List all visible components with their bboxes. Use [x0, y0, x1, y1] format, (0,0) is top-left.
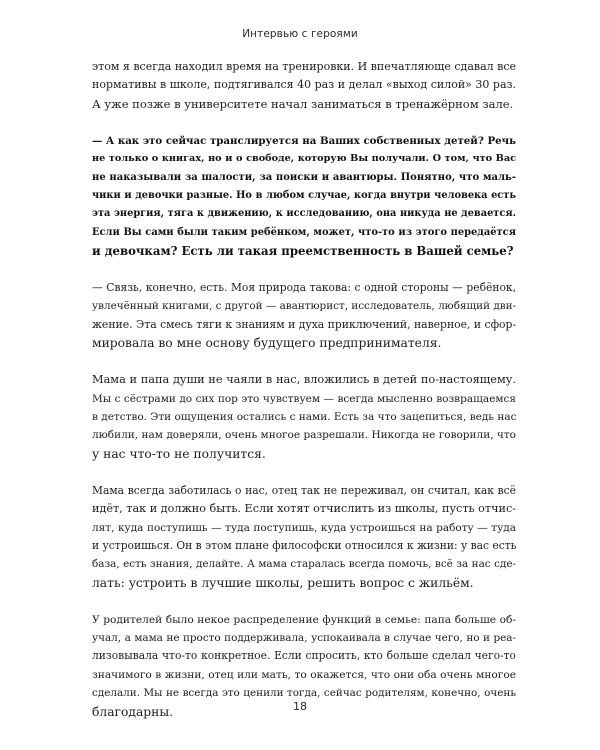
paragraph-answer [92, 482, 516, 592]
text-line: значимого в жизни, отец или мать, то окажется, что они оба очень многое [92, 668, 516, 681]
paragraph-question [92, 132, 516, 261]
text-line: Мы с сёстрами до сих пор это чувствуем — всегда мысленно возвращаемся [92, 392, 516, 405]
text-line: любили, нам доверяли, очень многое разрешали. Никогда не говорили, что [92, 429, 516, 442]
paragraph-answer [92, 279, 516, 353]
text-line: Если Вы сами были таким ребёнком, может, что-то из этого передаётся [92, 226, 516, 238]
interview-text [92, 58, 516, 740]
text-line: у нас что-то не получится. [92, 446, 266, 461]
text-line: идёт, так и должно быть. Если хотят отчислить из школы, пусть отчис- [92, 502, 516, 516]
text-line: учал, а мама не просто поддерживала, успокаивала в случае чего, но и реа- [92, 632, 516, 645]
text-line: Мама всегда заботилась о нас, отец так не переживал, он считал, как всё [92, 483, 516, 497]
text-line: лизовывала что-то конкретное. Если спросить, кто больше сделал чего-то [92, 649, 516, 663]
paragraph-answer-continuation [92, 58, 516, 113]
text-line: база, есть знания, делайте. А мама старалась всегда помочь, всё за нас сде- [92, 558, 516, 571]
text-line: — Связь, конечно, есть. Моя природа такова: с одной стороны — ребёнок, [92, 281, 516, 295]
text-line: нормативы в школе, подтягивался 40 раз и делал «выход силой» 30 раз. [92, 78, 516, 92]
text-line: — А как это сейчас транслируется на Ваших собственных детей? Речь [92, 134, 516, 147]
text-line: этом я всегда находил время на тренировки. И впечатляюще сдавал все [92, 60, 516, 73]
text-line: чики и девочки разные. Но в любом случае, когда внутри человека есть [92, 189, 516, 201]
text-line: благодарны. [92, 704, 174, 719]
text-line: сделали. Мы не всегда это ценили тогда, сейчас родителям, конечно, очень [92, 687, 516, 700]
text-line: А уже позже в университете начал заниматься в тренажёрном зале. [92, 96, 514, 111]
text-line: и девочкам? Есть ли такая преемственность в Вашей семье? [92, 244, 514, 259]
page-number: 18 [293, 700, 307, 713]
text-line: не только о книгах, но и о свободе, которую Вы получали. О том, что Вас [92, 153, 516, 165]
text-line: лать: устроить в лучшие школы, решить вопрос с жильём. [92, 575, 474, 590]
text-line: и устроишься. Он в этом плане философски относился к жизни: у вас есть [92, 538, 517, 552]
text-line: увлечённый книгами, с другой — авантюрист, исследователь, любящий дви- [92, 300, 517, 313]
text-line: эта энергия, тяга к движению, к исследованию, она никуда не девается. [92, 208, 516, 220]
text-line: лят, куда поступишь — туда поступишь, куда устроишься на работу — туда [92, 521, 516, 534]
text-line: жение. Эта смесь тяги к знаниям и духа приключений, наверное, и сфор- [92, 317, 517, 331]
text-line: в детство. Эти ощущения остались с нами. Есть за что зацепиться, ведь нас [92, 411, 517, 423]
running-header: Интервью с героями [242, 28, 358, 40]
text-line: Мама и папа души не чаяли в нас, вложились в детей по-настоящему. [92, 373, 516, 387]
text-line: мировала во мне основу будущего предпринимателя. [92, 336, 442, 351]
text-line: У родителей было некое распределение функций в семье: папа больше об- [92, 613, 516, 626]
paragraph-answer [92, 371, 516, 463]
text-line: не наказывали за шалости, за поиски и авантюры. Понятно, что маль- [92, 171, 516, 183]
